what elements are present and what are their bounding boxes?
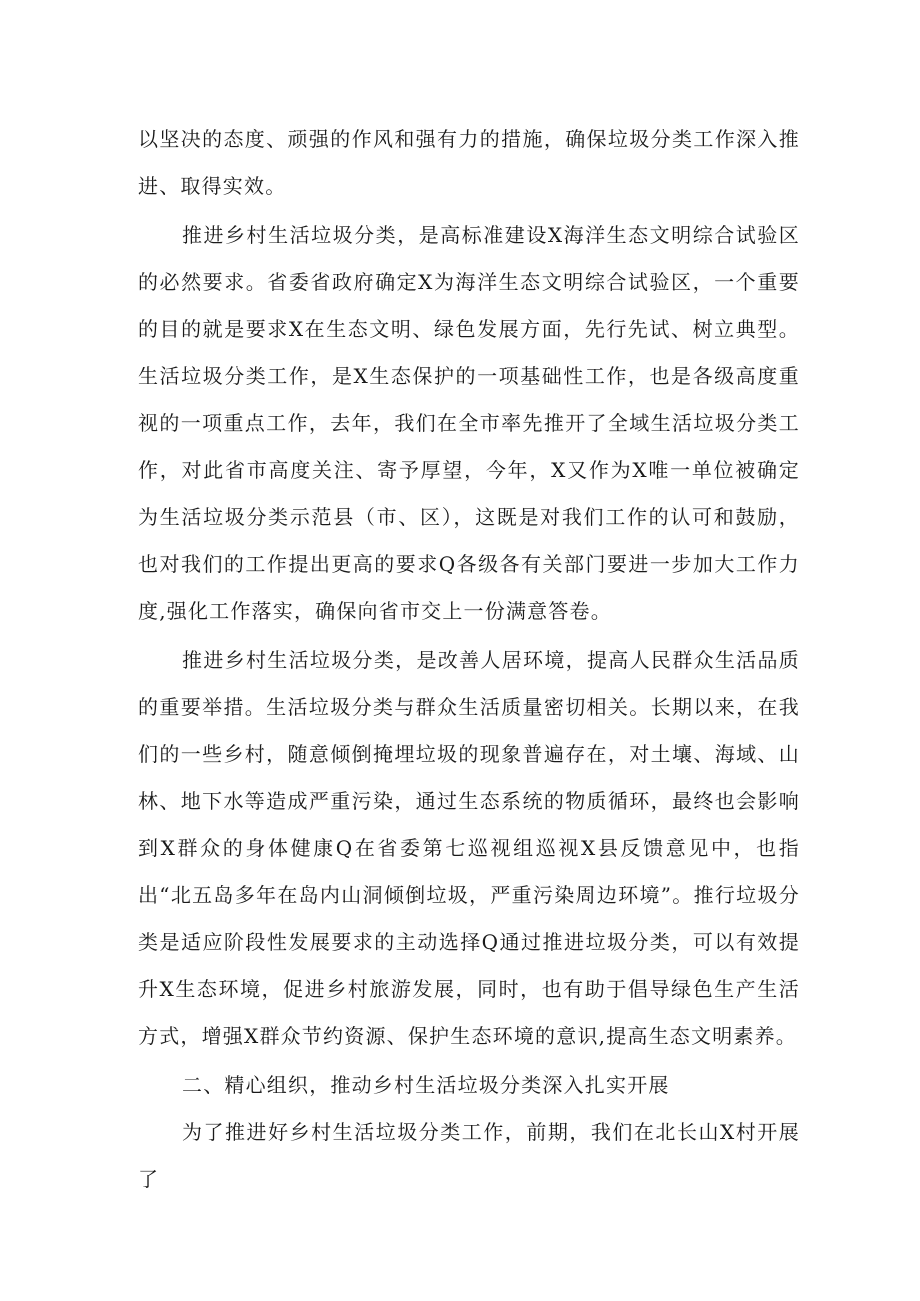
paragraph-continuation: 以坚决的态度、顽强的作风和强有力的措施，确保垃圾分类工作深入推进、取得实效。: [138, 127, 800, 198]
paragraph-living-environment: 推进乡村生活垃圾分类，是改善人居环境，提高人民群众生活品质的重要举措。生活垃圾分类与群众生活质量密切相关。长期以来，在我们的一些乡村，随意倾倒掩埋垃圾的现象普遍存在，对土壤、海域、山林、地下水等造成严重污染，通过生态系统的物质循环，最终也会影响到X群众的身体健康Q在省委第七巡视组巡视X县反馈意见中，也指出“北五岛多年在岛内山洞倾倒垃圾，严重污染周边环境”。推行垃圾分类是适应阶段性发展要求的主动选择Q通过推进垃圾分类，可以有效提升X生态环境，促进乡村旅游发展，同时，也有助于倡导绿色生产生活方式，增强X群众节约资源、保护生态环境的意识,提高生态文明素养。: [138, 648, 800, 1048]
section-heading: 二、精心组织，推动乡村生活垃圾分类深入扎实开展: [182, 1073, 670, 1097]
paragraph-pilot-village: 为了推进好乡村生活垃圾分类工作，前期，我们在北长山X村开展了: [138, 1120, 800, 1191]
document-body: [138, 116, 800, 1203]
paragraph-marine-eco-zone: 推进乡村生活垃圾分类，是高标准建设X海洋生态文明综合试验区的必然要求。省委省政府确定X为海洋生态文明综合试验区，一个重要的目的就是要求X在生态文明、绿色发展方面，先行先试、树立典型。生活垃圾分类工作，是X生态保护的一项基础性工作，也是各级高度重视的一项重点工作，去年，我们在全市率先推开了全域生活垃圾分类工作，对此省市高度关注、寄予厚望，今年，X又作为X唯一单位被确定为生活垃圾分类示范县（市、区），这既是对我们工作的认可和鼓励，也对我们的工作提出更高的要求Q各级各有关部门要进一步加大工作力度,强化工作落实，确保向省市交上一份满意答卷。: [138, 223, 800, 623]
